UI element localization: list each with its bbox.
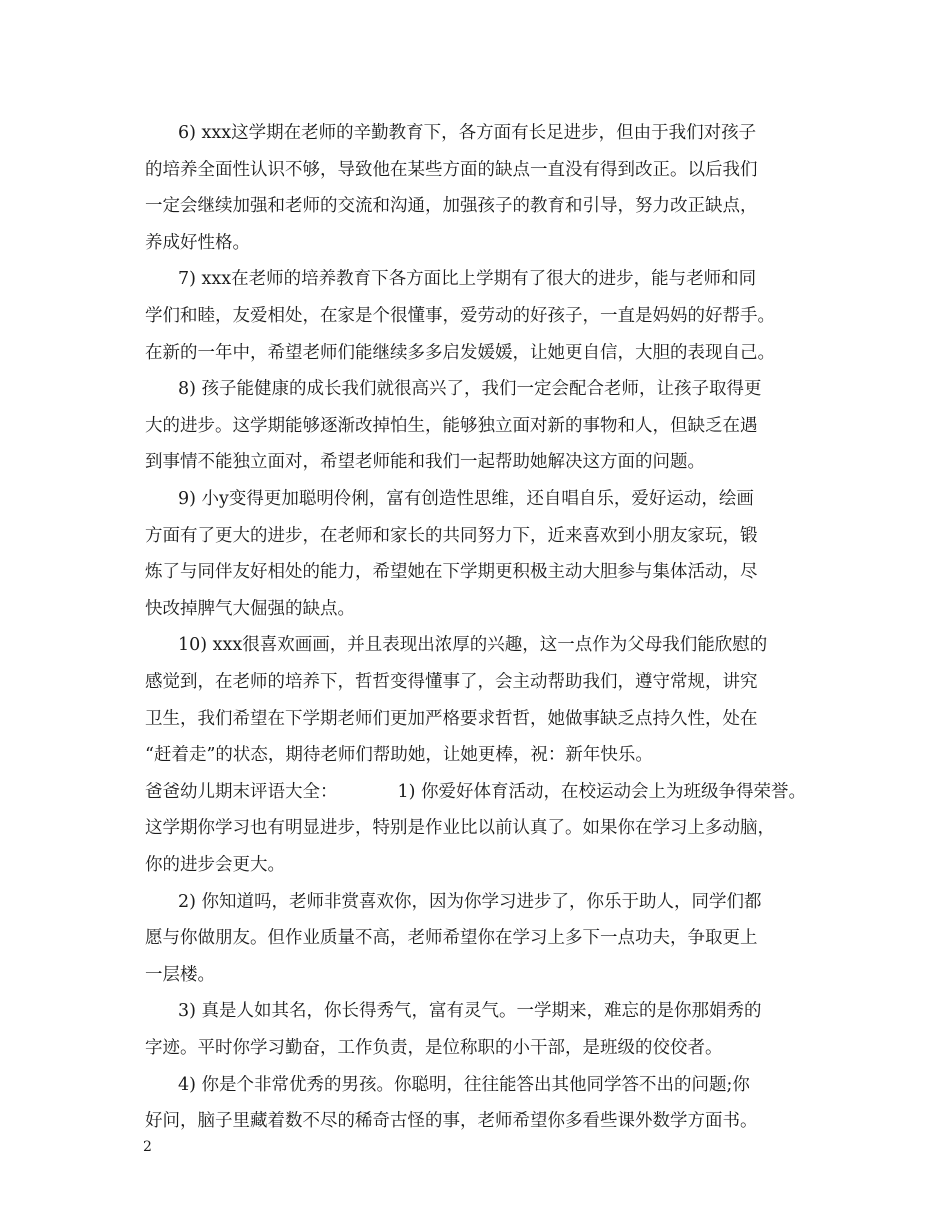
text-line-content: 2) 你知道吗，老师非赏喜欢你，因为你学习进步了，你乐于助人，同学们都 [178,892,762,912]
text-line-content: 到事情不能独立面对，希望老师能和我们一起帮助她解决这方面的问题。 [145,452,705,472]
text-line [178,377,835,401]
text-line-content: 的培养全面性认识不够，导致他在某些方面的缺点一直没有得到改正。以后我们 [145,160,758,180]
text-line-content: 7) xxx在老师的培养教育下各方面比上学期有了很大的进步，能与老师和同 [178,269,757,289]
text-line-content: 大的进步。这学期能够逐渐改掉怕生，能够独立面对新的事物和人，但缺乏在遇 [145,416,758,436]
text-line-content: 6) xxx这学期在老师的辛勤教育下，各方面有长足进步，但由于我们对孩子 [178,123,757,143]
text-line [178,999,835,1023]
text-line [145,1109,835,1133]
text-line-content: 一定会继续加强和老师的交流和沟通，加强孩子的教育和引导，努力改正缺点， [145,196,758,216]
text-line [145,414,835,438]
text-line [178,121,835,145]
text-line [145,926,835,950]
text-line-content: 好问，脑子里藏着数不尽的稀奇古怪的事，老师希望你多看些课外数学方面书。 [145,1111,758,1131]
text-line [145,304,835,328]
text-line-content: 3) 真是人如其名，你长得秀气，富有灵气。一学期来，难忘的是你那娟秀的 [178,1001,762,1021]
text-line-content: 养成好性格。 [145,233,250,253]
text-line-content: 学们和睦，友爱相处，在家是个很懂事，爱劳动的好孩子，一直是妈妈的好帮手。 [145,306,775,326]
text-line [145,450,835,474]
text-line [145,743,835,767]
text-line [145,707,835,731]
text-line-content: 爸爸幼儿期末评语大全： [145,782,338,802]
text-line [145,194,835,218]
text-line-content: “赶着走”的状态，期待老师们帮助她，让她更棒，祝：新年快乐。 [145,745,653,765]
text-line [145,597,835,621]
text-line [178,890,835,914]
text-line-content: 炼了与同伴友好相处的能力，希望她在下学期更积极主动大胆参与集体活动，尽 [145,562,758,582]
text-line [178,487,835,511]
text-line-content: 9) 小y变得更加聪明伶俐，富有创造性思维，还自唱自乐，爱好运动，绘画 [178,489,754,509]
text-line [145,670,835,694]
text-line [145,231,835,255]
text-line-content: 在新的一年中，希望老师们能继续多多启发媛媛，让她更自信，大胆的表现自己。 [145,343,775,363]
text-line-content: 方面有了更大的进步，在老师和家长的共同努力下，近来喜欢到小朋友家玩，锻 [145,526,758,546]
text-line-content: 10) xxx很喜欢画画，并且表现出浓厚的兴趣，这一点作为父母我们能欣慰的 [178,635,768,655]
text-line [178,633,835,657]
text-line [178,267,835,291]
text-line-content: 字迹。平时你学习勤奋，工作负责，是位称职的小干部，是班级的佼佼者。 [145,1038,723,1058]
text-line-content: 快改掉脾气大倔强的缺点。 [145,599,355,619]
text-line-continuation: 1) 你爱好体育活动，在校运动会上为班级争得荣誉。 [397,782,807,802]
text-line-content: 8) 孩子能健康的成长我们就很高兴了，我们一定会配合老师，让孩子取得更 [178,379,762,399]
text-line [145,158,835,182]
page-number: 2 [143,1139,152,1155]
text-line [145,560,835,584]
text-line-content: 4) 你是个非常优秀的男孩。你聪明，往往能答出其他同学答不出的问题;你 [178,1075,750,1095]
text-line [145,853,835,877]
text-line-content: 你的进步会更大。 [145,855,285,875]
text-line [145,780,835,804]
text-line-content: 感觉到，在老师的培养下，哲哲变得懂事了，会主动帮助我们，遵守常规，讲究 [145,672,758,692]
text-line [145,524,835,548]
text-line [145,341,835,365]
text-line-content: 一层楼。 [145,965,215,985]
text-line [145,963,835,987]
text-line-content: 卫生，我们希望在下学期老师们更加严格要求哲哲，她做事缺乏点持久性，处在 [145,709,758,729]
text-line [178,1073,835,1097]
text-line [145,816,835,840]
text-line-content: 愿与你做朋友。但作业质量不高，老师希望你在学习上多下一点功夫，争取更上 [145,928,758,948]
text-line [145,1036,835,1060]
text-line-content: 这学期你学习也有明显进步，特别是作业比以前认真了。如果你在学习上多动脑， [145,818,775,838]
